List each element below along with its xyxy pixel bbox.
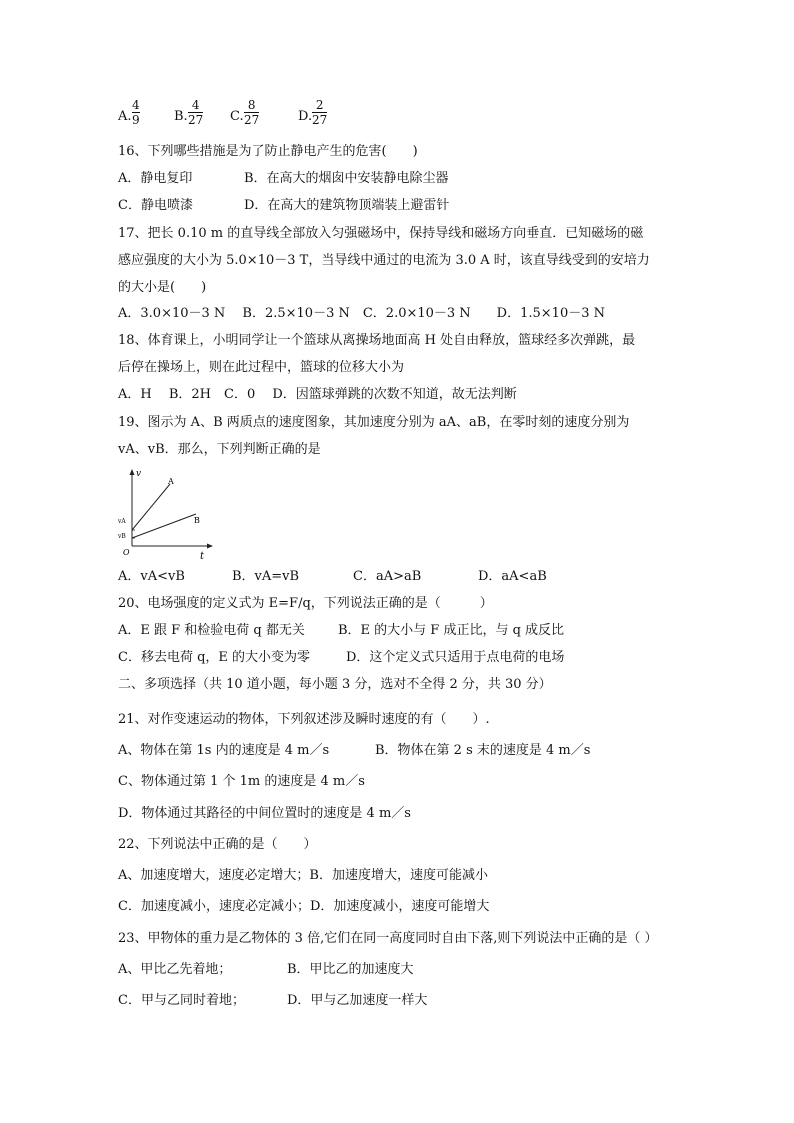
fraction: [312, 98, 327, 127]
q19-stem-line2: vA、vB．那么，下列判断正确的是: [118, 442, 321, 457]
q20-option-a[interactable]: A．E 跟 F 和检验电荷 q 都无关: [118, 623, 305, 638]
q19-option-c[interactable]: C．aA>aB: [353, 569, 422, 584]
denominator: 27: [188, 113, 204, 127]
q22-options-cd[interactable]: C．加速度减小，速度必定减小；D．加速度减小，速度可能增大: [118, 899, 490, 914]
fraction: [188, 98, 203, 127]
q23-option-c[interactable]: C．甲与乙同时着地；: [118, 993, 245, 1008]
line-b-label: B: [194, 516, 200, 525]
q18-stem-line1: 18、体育课上，小明同学让一个篮球从离操场地面高 H 处自由释放，篮球经多次弹跳，最: [118, 333, 636, 348]
q23-option-d[interactable]: D．甲与乙加速度一样大: [287, 993, 428, 1008]
origin-label: O: [123, 548, 130, 557]
q22-options-ab[interactable]: A、加速度增大，速度必定增大；B．加速度增大，速度可能减小: [118, 868, 488, 883]
q21-stem: 21、对作变速运动的物体，下列叙述涉及瞬时速度的有（ ）.: [118, 712, 490, 727]
q21-option-d[interactable]: D．物体通过其路径的中间位置时的速度是 4 m／s: [118, 806, 411, 821]
q21-option-a[interactable]: A、物体在第 1s 内的速度是 4 m／s: [118, 743, 330, 758]
numerator: 4: [191, 98, 200, 112]
q17-stem-line1: 17、把长 0.10 m 的直导线全部放入匀强磁场中，保持导线和磁场方向垂直．已知磁场的磁: [118, 226, 644, 241]
option-label: C.: [230, 109, 244, 124]
line-a-label: A: [168, 477, 174, 486]
q19-option-b[interactable]: B．vA=vB: [232, 569, 300, 584]
q20-option-b[interactable]: B．E 的大小与 F 成正比，与 q 成反比: [338, 623, 565, 638]
fraction: [132, 98, 140, 127]
numerator: 4: [132, 98, 140, 112]
va-label: vA: [118, 518, 126, 525]
q20-option-d[interactable]: D．这个定义式只适用于点电荷的电场: [346, 650, 565, 665]
q17-options[interactable]: A．3.0×10－3 N B．2.5×10－3 N C．2.0×10－3 N D．1.5×10－3 N: [118, 306, 605, 321]
numerator: 8: [247, 98, 256, 112]
q23-option-a[interactable]: A、甲比乙先着地；: [118, 962, 232, 977]
option-label: B.: [174, 109, 188, 124]
option-label: D.: [298, 109, 313, 124]
denominator: 27: [312, 113, 328, 127]
velocity-time-graph: [114, 464, 224, 564]
v-axis-label: v: [136, 469, 142, 479]
q20-stem: 20、电场强度的定义式为 E=F/q，下列说法正确的是（ ）: [118, 596, 493, 611]
fraction: [244, 98, 259, 127]
q16-option-a[interactable]: A．静电复印: [118, 171, 193, 186]
v-axis-arrow: [130, 469, 135, 475]
section-heading: 二、多项选择（共 10 道小题，每小题 3 分，选对不全得 2 分，共 30 分）: [118, 677, 552, 692]
numerator: 2: [315, 98, 324, 112]
option-label: A.: [118, 109, 132, 124]
q17-stem-line2: 感应强度的大小为 5.0×10－3 T，当导线中通过的电流为 3.0 A 时，该直导线受到的安培力: [118, 253, 650, 268]
q23-option-b[interactable]: B．甲比乙的加速度大: [287, 962, 414, 977]
q16-option-b[interactable]: B．在高大的烟囱中安装静电除尘器: [244, 171, 449, 186]
denominator: 27: [244, 113, 260, 127]
q16-option-d[interactable]: D．在高大的建筑物顶端装上避雷针: [244, 198, 450, 213]
q19-option-a[interactable]: A．vA<vB: [118, 569, 185, 584]
denominator: 9: [132, 113, 140, 127]
q21-option-b[interactable]: B．物体在第 2 s 末的速度是 4 m／s: [375, 743, 591, 758]
q16-option-c[interactable]: C．静电喷漆: [118, 198, 193, 213]
t-axis-label: t: [200, 551, 205, 562]
q21-option-c[interactable]: C、物体通过第 1 个 1m 的速度是 4 m／s: [118, 774, 365, 789]
q18-stem-line2: 后停在操场上，则在此过程中，篮球的位移大小为: [118, 360, 405, 375]
t-axis-arrow: [207, 544, 213, 549]
q19-option-d[interactable]: D．aA<aB: [478, 569, 547, 584]
q22-stem: 22、下列说法中正确的是（ ）: [118, 837, 317, 852]
q18-options[interactable]: A．H B．2H C．0 D．因篮球弹跳的次数不知道，故无法判断: [118, 387, 517, 402]
line-a: [132, 484, 170, 530]
q23-stem: 23、甲物体的重力是乙物体的 3 倍,它们在同一高度同时自由下落,则下列说法中正确的是（ ）: [118, 931, 658, 946]
vb-label: vB: [118, 533, 126, 540]
q19-stem-line1: 19、图示为 A、B 两质点的速度图象，其加速度分别为 aA、aB，在零时刻的速度分别为: [118, 415, 630, 430]
q20-option-c[interactable]: C．移去电荷 q，E 的大小变为零: [118, 650, 311, 665]
q17-stem-line3: 的大小是( ): [118, 280, 207, 295]
q16-stem: 16、下列哪些措施是为了防止静电产生的危害( ): [118, 144, 418, 159]
